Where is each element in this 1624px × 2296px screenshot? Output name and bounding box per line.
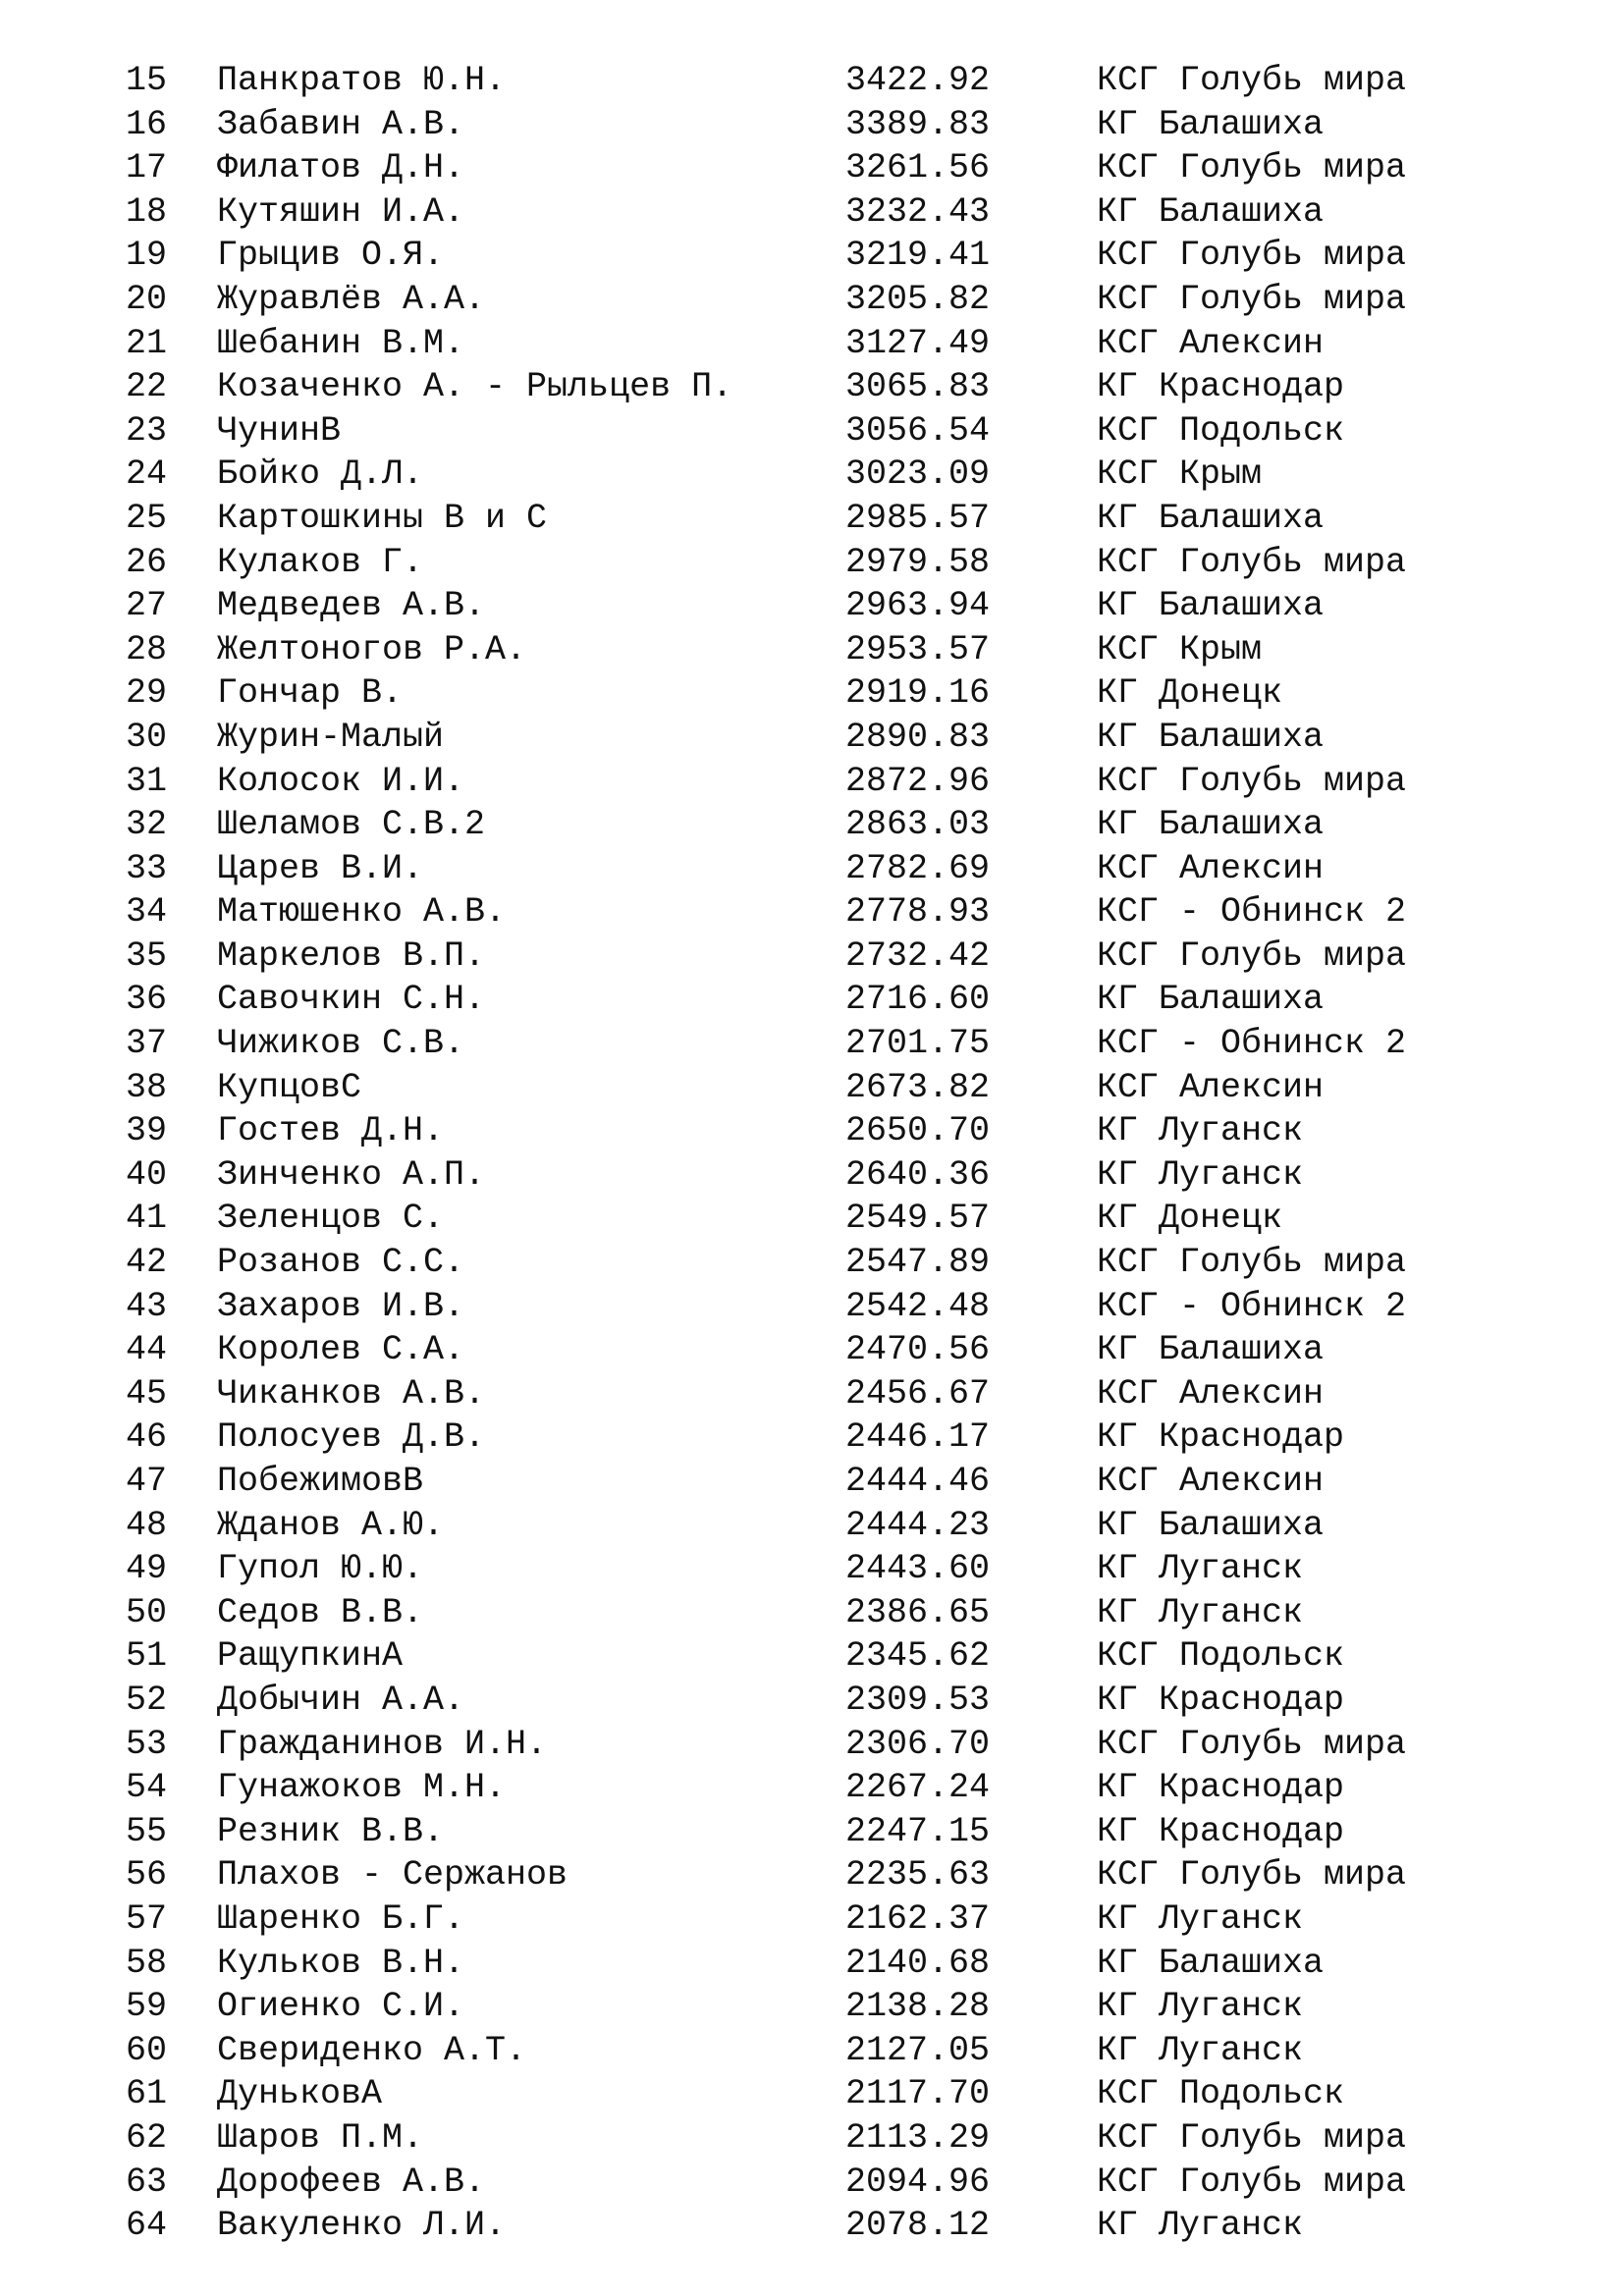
name-cell: Чижиков С.В.	[217, 1024, 465, 1064]
score-cell: 2247.15	[845, 1811, 991, 1851]
score-cell: 2778.93	[845, 892, 991, 933]
name-cell: Журин-Малый	[217, 717, 445, 757]
name-cell: Гостев Д.Н.	[217, 1111, 445, 1151]
club-cell: КСГ Алексин	[1097, 323, 1325, 363]
club-cell: КСГ Крым	[1097, 454, 1263, 495]
rank-cell: 17	[126, 148, 168, 188]
rank-cell: 18	[126, 191, 168, 232]
score-cell: 2140.68	[845, 1943, 991, 1983]
list-item	[0, 1415, 1624, 1460]
list-item	[0, 978, 1624, 1022]
score-cell: 2235.63	[845, 1855, 991, 1896]
name-cell: Козаченко А. - Рыльцев П.	[217, 367, 733, 407]
rank-cell: 43	[126, 1286, 168, 1326]
list-item	[0, 2116, 1624, 2161]
list-item	[0, 1897, 1624, 1942]
name-cell: Огиенко С.И.	[217, 1987, 465, 2027]
list-item	[0, 1504, 1624, 1548]
name-cell: Шебанин В.М.	[217, 323, 465, 363]
name-cell: Гунажоков М.Н.	[217, 1768, 507, 1808]
club-cell: КГ Луганск	[1097, 2206, 1304, 2246]
rank-cell: 64	[126, 2206, 168, 2246]
rank-cell: 26	[126, 542, 168, 582]
list-item	[0, 1766, 1624, 1810]
name-cell: ПобежимовВ	[217, 1462, 424, 1501]
list-item	[0, 1153, 1624, 1198]
name-cell: РащупкинА	[217, 1636, 404, 1677]
name-cell: Резник В.В.	[217, 1811, 445, 1851]
score-cell: 2444.46	[845, 1462, 991, 1501]
name-cell: Чиканков А.В.	[217, 1373, 486, 1414]
club-cell: КСГ Голубь мира	[1097, 61, 1407, 100]
list-item	[0, 716, 1624, 760]
rank-cell: 16	[126, 104, 168, 144]
rank-cell: 57	[126, 1898, 168, 1939]
list-item	[0, 1285, 1624, 1329]
list-item	[0, 1372, 1624, 1416]
score-cell: 2872.96	[845, 761, 991, 801]
rank-cell: 32	[126, 805, 168, 845]
rank-cell: 35	[126, 935, 168, 976]
club-cell: КГ Краснодар	[1097, 1811, 1345, 1851]
rank-cell: 54	[126, 1768, 168, 1808]
name-cell: ЧунинВ	[217, 410, 342, 451]
score-cell: 2782.69	[845, 848, 991, 888]
list-item	[0, 1634, 1624, 1679]
name-cell: Гражданинов И.Н.	[217, 1724, 548, 1764]
club-cell: КСГ Крым	[1097, 629, 1263, 669]
rank-cell: 58	[126, 1943, 168, 1983]
rank-cell: 28	[126, 629, 168, 669]
rank-cell: 62	[126, 2117, 168, 2158]
score-cell: 2953.57	[845, 629, 991, 669]
name-cell: Забавин А.В.	[217, 104, 465, 144]
rank-cell: 41	[126, 1199, 168, 1239]
name-cell: Зинченко А.П.	[217, 1154, 486, 1195]
list-item	[0, 847, 1624, 891]
name-cell: Зеленцов С.	[217, 1199, 445, 1239]
rank-cell: 25	[126, 498, 168, 538]
list-item	[0, 146, 1624, 190]
score-cell: 3127.49	[845, 323, 991, 363]
club-cell: КСГ Голубь мира	[1097, 935, 1407, 976]
list-item	[0, 322, 1624, 366]
score-cell: 3023.09	[845, 454, 991, 495]
club-cell: КСГ Подольск	[1097, 410, 1345, 451]
club-cell: КСГ Голубь мира	[1097, 236, 1407, 276]
club-cell: КСГ - Обнинск 2	[1097, 892, 1407, 933]
name-cell: Медведев А.В.	[217, 586, 486, 626]
list-item	[0, 278, 1624, 322]
rank-cell: 22	[126, 367, 168, 407]
club-cell: КСГ - Обнинск 2	[1097, 1286, 1407, 1326]
rank-cell: 19	[126, 236, 168, 276]
list-item	[0, 365, 1624, 409]
rank-cell: 39	[126, 1111, 168, 1151]
results-list	[0, 59, 1624, 2248]
name-cell: Жданов А.Ю.	[217, 1505, 445, 1545]
club-cell: КГ Балашиха	[1097, 191, 1325, 232]
list-item	[0, 2029, 1624, 2073]
list-item	[0, 1985, 1624, 2029]
rank-cell: 38	[126, 1067, 168, 1107]
list-item	[0, 1460, 1624, 1504]
score-cell: 2386.65	[845, 1592, 991, 1632]
rank-cell: 52	[126, 1680, 168, 1720]
club-cell: КСГ - Обнинск 2	[1097, 1024, 1407, 1064]
list-item	[0, 890, 1624, 934]
rank-cell: 40	[126, 1154, 168, 1195]
club-cell: КГ Балашиха	[1097, 1330, 1325, 1370]
score-cell: 2716.60	[845, 980, 991, 1020]
score-cell: 2078.12	[845, 2206, 991, 2246]
list-item	[0, 803, 1624, 847]
score-cell: 2309.53	[845, 1680, 991, 1720]
name-cell: Плахов - Сержанов	[217, 1855, 568, 1896]
list-item	[0, 1066, 1624, 1110]
club-cell: КСГ Алексин	[1097, 1067, 1325, 1107]
score-cell: 3065.83	[845, 367, 991, 407]
name-cell: Добычин А.А.	[217, 1680, 465, 1720]
score-cell: 3219.41	[845, 236, 991, 276]
rank-cell: 37	[126, 1024, 168, 1064]
rank-cell: 33	[126, 848, 168, 888]
score-cell: 2979.58	[845, 542, 991, 582]
score-cell: 3389.83	[845, 104, 991, 144]
score-cell: 3422.92	[845, 61, 991, 100]
club-cell: КГ Краснодар	[1097, 1417, 1345, 1458]
list-item	[0, 409, 1624, 454]
list-item	[0, 2072, 1624, 2116]
list-item	[0, 541, 1624, 585]
name-cell: Савочкин С.Н.	[217, 980, 486, 1020]
club-cell: КГ Балашиха	[1097, 1505, 1325, 1545]
rank-cell: 55	[126, 1811, 168, 1851]
name-cell: КупцовС	[217, 1067, 362, 1107]
rank-cell: 20	[126, 279, 168, 319]
rank-cell: 44	[126, 1330, 168, 1370]
score-cell: 2963.94	[845, 586, 991, 626]
list-item	[0, 1109, 1624, 1153]
list-item	[0, 2204, 1624, 2248]
list-item	[0, 760, 1624, 804]
rank-cell: 47	[126, 1462, 168, 1501]
rank-cell: 21	[126, 323, 168, 363]
score-cell: 2673.82	[845, 1067, 991, 1107]
score-cell: 2306.70	[845, 1724, 991, 1764]
club-cell: КСГ Подольск	[1097, 2074, 1345, 2114]
name-cell: Вакуленко Л.И.	[217, 2206, 507, 2246]
name-cell: Кульков В.Н.	[217, 1943, 465, 1983]
score-cell: 2444.23	[845, 1505, 991, 1545]
list-item	[0, 1853, 1624, 1897]
list-item	[0, 1241, 1624, 1285]
club-cell: КСГ Алексин	[1097, 1373, 1325, 1414]
list-item	[0, 934, 1624, 979]
list-item	[0, 2161, 1624, 2205]
club-cell: КГ Луганск	[1097, 1987, 1304, 2027]
rank-cell: 42	[126, 1243, 168, 1283]
name-cell: ДуньковА	[217, 2074, 383, 2114]
name-cell: Шаренко Б.Г.	[217, 1898, 465, 1939]
list-item	[0, 1328, 1624, 1372]
score-cell: 3056.54	[845, 410, 991, 451]
rank-cell: 61	[126, 2074, 168, 2114]
rank-cell: 60	[126, 2030, 168, 2070]
rank-cell: 29	[126, 673, 168, 714]
score-cell: 2549.57	[845, 1199, 991, 1239]
score-cell: 2470.56	[845, 1330, 991, 1370]
name-cell: Дорофеев А.В.	[217, 2162, 486, 2202]
name-cell: Маркелов В.П.	[217, 935, 486, 976]
club-cell: КГ Балашиха	[1097, 104, 1325, 144]
score-cell: 2547.89	[845, 1243, 991, 1283]
list-item	[0, 1679, 1624, 1723]
club-cell: КСГ Алексин	[1097, 848, 1325, 888]
score-cell: 2117.70	[845, 2074, 991, 2114]
club-cell: КГ Краснодар	[1097, 1680, 1345, 1720]
list-item	[0, 1547, 1624, 1591]
rank-cell: 49	[126, 1549, 168, 1589]
list-item	[0, 1591, 1624, 1635]
club-cell: КГ Балашиха	[1097, 1943, 1325, 1983]
list-item	[0, 1810, 1624, 1854]
rank-cell: 27	[126, 586, 168, 626]
list-item	[0, 453, 1624, 497]
list-item	[0, 1197, 1624, 1241]
score-cell: 2094.96	[845, 2162, 991, 2202]
name-cell: Кутяшин И.А.	[217, 191, 465, 232]
club-cell: КСГ Голубь мира	[1097, 279, 1407, 319]
club-cell: КГ Балашиха	[1097, 980, 1325, 1020]
club-cell: КГ Луганск	[1097, 1111, 1304, 1151]
name-cell: Панкратов Ю.Н.	[217, 61, 507, 100]
club-cell: КСГ Голубь мира	[1097, 148, 1407, 188]
club-cell: КСГ Голубь мира	[1097, 542, 1407, 582]
name-cell: Колосок И.И.	[217, 761, 465, 801]
club-cell: КСГ Голубь мира	[1097, 761, 1407, 801]
score-cell: 2267.24	[845, 1768, 991, 1808]
name-cell: Матюшенко А.В.	[217, 892, 507, 933]
score-cell: 3205.82	[845, 279, 991, 319]
club-cell: КСГ Алексин	[1097, 1462, 1325, 1501]
rank-cell: 56	[126, 1855, 168, 1896]
list-item	[0, 59, 1624, 103]
name-cell: Гончар В.	[217, 673, 404, 714]
club-cell: КГ Балашиха	[1097, 586, 1325, 626]
list-item	[0, 1022, 1624, 1066]
club-cell: КГ Балашиха	[1097, 805, 1325, 845]
rank-cell: 45	[126, 1373, 168, 1414]
club-cell: КСГ Голубь мира	[1097, 1724, 1407, 1764]
rank-cell: 51	[126, 1636, 168, 1677]
club-cell: КГ Краснодар	[1097, 367, 1345, 407]
club-cell: КГ Луганск	[1097, 1549, 1304, 1589]
list-item	[0, 497, 1624, 541]
club-cell: КГ Краснодар	[1097, 1768, 1345, 1808]
name-cell: Картошкины В и С	[217, 498, 548, 538]
name-cell: Желтоногов Р.А.	[217, 629, 527, 669]
list-item	[0, 190, 1624, 235]
rank-cell: 23	[126, 410, 168, 451]
rank-cell: 46	[126, 1417, 168, 1458]
list-item	[0, 1723, 1624, 1767]
club-cell: КГ Балашиха	[1097, 717, 1325, 757]
list-item	[0, 628, 1624, 672]
club-cell: КГ Луганск	[1097, 2030, 1304, 2070]
name-cell: Захаров И.В.	[217, 1286, 465, 1326]
club-cell: КГ Луганск	[1097, 1898, 1304, 1939]
score-cell: 2985.57	[845, 498, 991, 538]
name-cell: Свериденко А.Т.	[217, 2030, 527, 2070]
rank-cell: 30	[126, 717, 168, 757]
name-cell: Филатов Д.Н.	[217, 148, 465, 188]
name-cell: Кулаков Г.	[217, 542, 424, 582]
score-cell: 2345.62	[845, 1636, 991, 1677]
score-cell: 2542.48	[845, 1286, 991, 1326]
list-item	[0, 103, 1624, 147]
score-cell: 2138.28	[845, 1987, 991, 2027]
name-cell: Королев С.А.	[217, 1330, 465, 1370]
name-cell: Шеламов С.В.2	[217, 805, 486, 845]
rank-cell: 63	[126, 2162, 168, 2202]
score-cell: 3261.56	[845, 148, 991, 188]
club-cell: КГ Луганск	[1097, 1592, 1304, 1632]
club-cell: КГ Луганск	[1097, 1154, 1304, 1195]
rank-cell: 34	[126, 892, 168, 933]
list-item	[0, 584, 1624, 628]
score-cell: 2443.60	[845, 1549, 991, 1589]
name-cell: Царев В.И.	[217, 848, 424, 888]
club-cell: КСГ Голубь мира	[1097, 1855, 1407, 1896]
score-cell: 2890.83	[845, 717, 991, 757]
list-item	[0, 234, 1624, 278]
rank-cell: 53	[126, 1724, 168, 1764]
club-cell: КСГ Голубь мира	[1097, 2117, 1407, 2158]
score-cell: 2127.05	[845, 2030, 991, 2070]
club-cell: КСГ Голубь мира	[1097, 1243, 1407, 1283]
score-cell: 2446.17	[845, 1417, 991, 1458]
name-cell: Гупол Ю.Ю.	[217, 1549, 424, 1589]
score-cell: 2162.37	[845, 1898, 991, 1939]
score-cell: 2701.75	[845, 1024, 991, 1064]
score-cell: 2919.16	[845, 673, 991, 714]
name-cell: Журавлёв А.А.	[217, 279, 486, 319]
rank-cell: 48	[126, 1505, 168, 1545]
club-cell: КСГ Голубь мира	[1097, 2162, 1407, 2202]
club-cell: КГ Донецк	[1097, 1199, 1283, 1239]
rank-cell: 59	[126, 1987, 168, 2027]
club-cell: КСГ Подольск	[1097, 1636, 1345, 1677]
name-cell: Седов В.В.	[217, 1592, 424, 1632]
name-cell: Грыцив О.Я.	[217, 236, 445, 276]
club-cell: КГ Балашиха	[1097, 498, 1325, 538]
score-cell: 2650.70	[845, 1111, 991, 1151]
rank-cell: 31	[126, 761, 168, 801]
rank-cell: 50	[126, 1592, 168, 1632]
name-cell: Бойко Д.Л.	[217, 454, 424, 495]
list-item	[0, 1942, 1624, 1986]
score-cell: 2113.29	[845, 2117, 991, 2158]
name-cell: Шаров П.М.	[217, 2117, 424, 2158]
club-cell: КГ Донецк	[1097, 673, 1283, 714]
rank-cell: 36	[126, 980, 168, 1020]
name-cell: Полосуев Д.В.	[217, 1417, 486, 1458]
list-item	[0, 671, 1624, 716]
name-cell: Розанов С.С.	[217, 1243, 465, 1283]
score-cell: 2863.03	[845, 805, 991, 845]
score-cell: 2640.36	[845, 1154, 991, 1195]
rank-cell: 24	[126, 454, 168, 495]
rank-cell: 15	[126, 61, 168, 100]
score-cell: 3232.43	[845, 191, 991, 232]
score-cell: 2456.67	[845, 1373, 991, 1414]
score-cell: 2732.42	[845, 935, 991, 976]
